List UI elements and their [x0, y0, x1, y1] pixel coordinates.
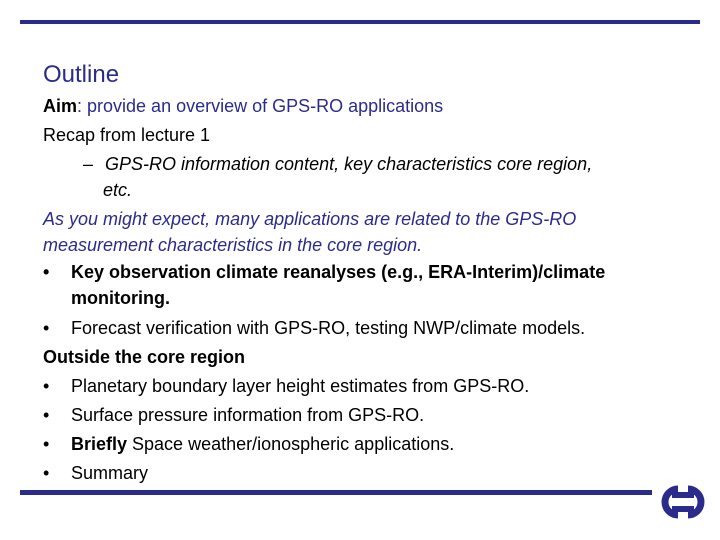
outside-heading: Outside the core region: [43, 347, 246, 367]
bullet-text: Key observation climate reanalyses (e.g., ERA-Interim)/climate: [71, 262, 606, 282]
list-item: [43, 372, 703, 401]
bullet-emphasis: Briefly: [71, 434, 128, 454]
bullet-marker: •: [43, 434, 50, 454]
bullet-text: Planetary boundary layer height estimates from GPS-RO.: [71, 376, 530, 396]
sub-item-continuation: etc.: [103, 180, 133, 200]
list-item: [43, 314, 703, 343]
bullet-text: Space weather/ionospheric applications.: [127, 434, 455, 454]
aim-text: : provide an overview of GPS-RO applications: [77, 96, 444, 116]
list-item: [43, 459, 703, 488]
slide-body: [43, 92, 703, 488]
sub-item-text: GPS-RO information content, key characteristics core region,: [105, 154, 593, 174]
list-item: [43, 430, 703, 459]
bullet-marker: •: [43, 318, 50, 338]
dash-marker: –: [83, 154, 94, 174]
bullet-marker: •: [43, 262, 50, 282]
slide-title: Outline: [43, 61, 120, 88]
bullet-marker: •: [43, 463, 50, 483]
bottom-rule: [20, 490, 652, 495]
bullet-marker: •: [43, 405, 50, 425]
recap-line: Recap from lecture 1: [43, 125, 211, 145]
list-item: [43, 258, 703, 287]
bullet-marker: •: [43, 376, 50, 396]
bullet-continuation: monitoring.: [71, 288, 170, 308]
top-rule: [20, 20, 700, 24]
aim-line: [43, 92, 703, 121]
aim-label: Aim: [43, 96, 78, 116]
bullet-text: Forecast verification with GPS-RO, testing NWP/climate models.: [71, 318, 586, 338]
bullet-text: Summary: [71, 463, 149, 483]
expect-line-1: As you might expect, many applications are related to the GPS-RO: [43, 209, 577, 229]
expect-line-2: measurement characteristics in the core region.: [43, 235, 423, 255]
bullet-text: Surface pressure information from GPS-RO.: [71, 405, 425, 425]
list-item: [43, 401, 703, 430]
sub-item: [43, 150, 703, 179]
ecmwf-logo-icon: [660, 484, 706, 520]
